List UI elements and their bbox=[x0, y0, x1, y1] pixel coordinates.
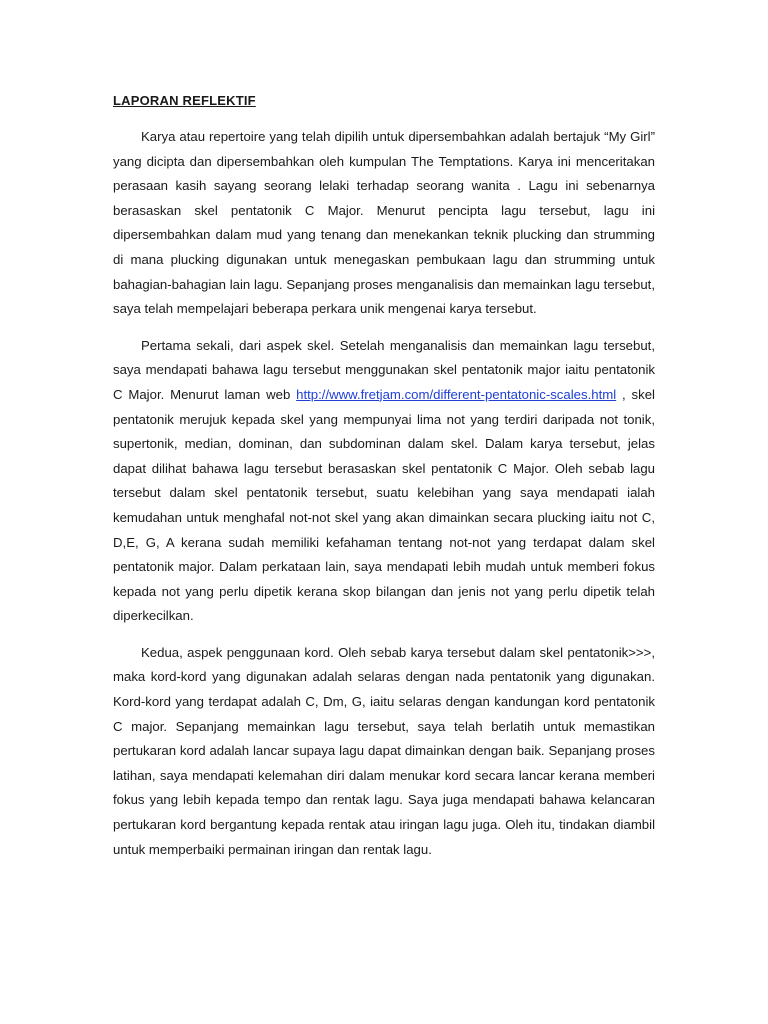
reference-link[interactable]: http://www.fretjam.com/different-pentatonic-scales.html bbox=[296, 386, 617, 402]
paragraph-chords: Kedua, aspek penggunaan kord. Oleh sebab karya tersebut dalam skel pentatonik>>>, maka kord-kord yang digunakan adalah selaras dengan nada pentatonik yang digunakan. Kord-kord yang terdapat adalah C, Dm, G, iaitu selaras dengan kandungan kord pentatonik C major. Sepanjang memainkan lagu tersebut, saya telah berlatih untuk memastikan pertukaran kord adalah lancar supaya lagu dapat dimainkan dengan baik. Sepanjang proses latihan, saya mendapati kelemahan diri dalam menukar kord secara lancar kerana memberi fokus yang lebih kepada tempo dan rentak lagu. Saya juga mendapati bahawa kelancaran pertukaran kord bergantung kepada rentak atau iringan lagu juga. Oleh itu, tindakan diambil untuk memperbaiki permainan iringan dan rentak lagu. bbox=[113, 644, 655, 857]
paragraph-text: Pertama sekali, dari aspek skel. Setelah menganalisis dan memainkan lagu tersebut, saya mendapati bahawa lagu tersebut menggunakan skel pentatonik major iaitu pentatonik C Major. Menurut laman web bbox=[113, 337, 655, 402]
paragraph-scale bbox=[113, 334, 655, 629]
page-title: LAPORAN REFLEKTIF bbox=[113, 93, 256, 108]
paragraph-text: , skel pentatonik merujuk kepada skel yang mempunyai lima not yang terdiri daripada not tonik, supertonik, median, dominan, dan subdominan dalam skel. Dalam karya tersebut, jelas dapat dilihat bahawa lagu tersebut berasaskan skel pentatonik C Major. Oleh sebab lagu tersebut dalam skel pentatonik tersebut, suatu kelebihan yang saya mendapati ialah kemudahan untuk menghafal not-not skel yang akan dimainkan secara plucking iaitu not C, D,E, G, A kerana sudah memiliki kefahaman tentang not-not yang terdapat dalam skel pentatonik major. Dalam perkataan lain, saya mendapati lebih mudah untuk memberi fokus kepada not yang perlu dipetik kerana skop bilangan dan jenis not yang perlu dipetik telah diperkecilkan. bbox=[113, 386, 655, 624]
document-page bbox=[113, 92, 655, 874]
paragraph-intro: Karya atau repertoire yang telah dipilih untuk dipersembahkan adalah bertajuk “My Girl” yang dicipta dan dipersembahkan oleh kumpulan The Temptations. Karya ini menceritakan perasaan kasih sayang seorang lelaki terhadap seorang wanita . Lagu ini sebenarnya berasaskan skel pentatonik C Major. Menurut pencipta lagu tersebut, lagu ini dipersembahkan dalam mud yang tenang dan menekankan teknik plucking dan strumming di mana plucking digunakan untuk menegaskan pembukaan lagu dan strumming untuk bahagian-bahagian lain lagu. Sepanjang proses menganalisis dan memainkan lagu tersebut, saya telah mempelajari beberapa perkara unik mengenai karya tersebut. bbox=[113, 129, 655, 317]
